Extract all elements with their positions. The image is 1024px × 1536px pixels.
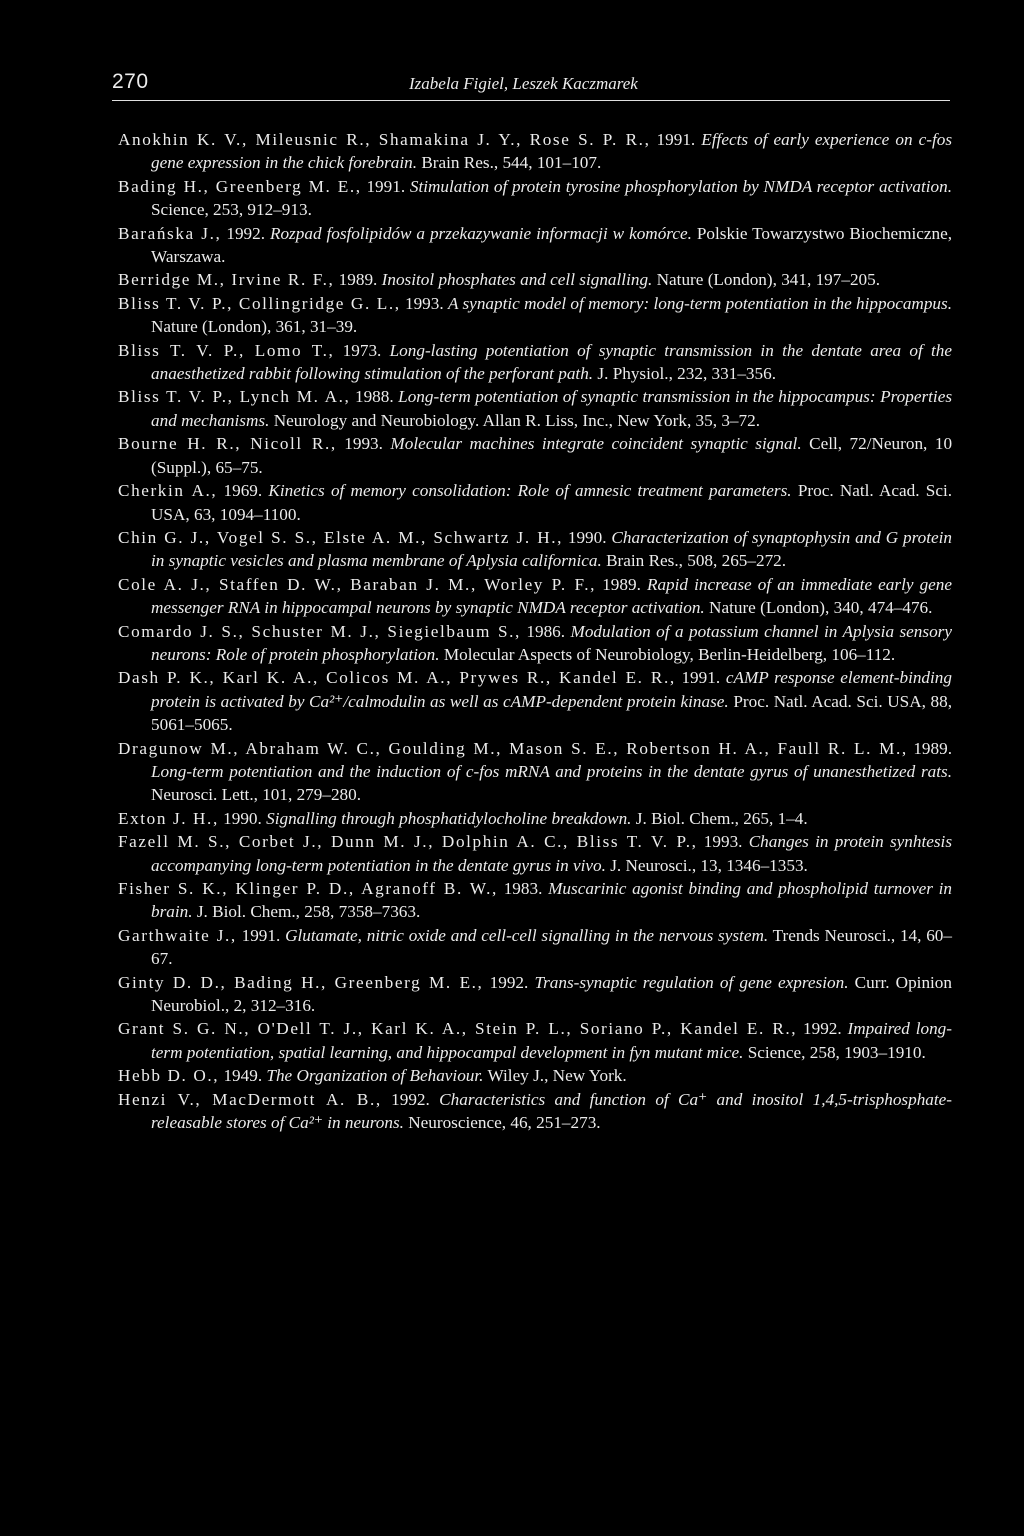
reference-source: Nature (London), 341, 197–205.	[656, 270, 881, 290]
reference-authors: Bourne H. R., Nicoll R.,	[118, 434, 337, 454]
reference-entry	[118, 1064, 952, 1087]
reference-entry	[118, 573, 952, 620]
reference-source: Nature (London), 361, 31–39.	[151, 317, 358, 337]
reference-year: 1989.	[602, 574, 641, 594]
reference-entry	[118, 128, 952, 175]
reference-entry	[118, 175, 952, 222]
reference-authors: Chin G. J., Vogel S. S., Elste A. M., Schwartz J. H.,	[118, 527, 563, 547]
reference-year: 1988.	[354, 387, 394, 407]
reference-year: 1992.	[803, 1019, 842, 1039]
reference-authors: Barańska J.,	[118, 223, 222, 243]
reference-entry	[118, 339, 952, 386]
reference-title: Inositol phosphates and cell signalling.	[381, 270, 653, 290]
reference-entry	[118, 479, 952, 526]
reference-title: Long-term potentiation of synaptic transmission in the hippocampus: Properties and mechanisms.	[151, 387, 953, 430]
reference-title: cAMP response element-binding protein is activated by Ca²⁺/calmodulin as well as cAMP-dependent protein kinase.	[151, 668, 952, 711]
reference-entry	[118, 432, 952, 479]
reference-year: 1990.	[223, 808, 262, 828]
reference-year: 1973.	[342, 340, 382, 360]
reference-authors: Henzi V., MacDermott A. B.,	[118, 1089, 382, 1109]
reference-year: 1986.	[526, 621, 566, 641]
reference-year: 1991.	[241, 925, 281, 945]
page-number: 270	[112, 70, 149, 93]
reference-source: Science, 253, 912–913.	[151, 200, 312, 220]
reference-title: Trans-synaptic regulation of gene expresion.	[534, 972, 849, 992]
reference-year: 1991.	[656, 130, 696, 149]
reference-list	[118, 128, 952, 1134]
reference-entry	[118, 526, 952, 573]
reference-authors: Cole A. J., Staffen D. W., Baraban J. M., Worley P. F.,	[118, 574, 597, 594]
reference-year: 1993.	[404, 293, 444, 313]
reference-entry	[118, 1088, 952, 1135]
reference-authors: Berridge M., Irvine R. F.,	[118, 270, 335, 290]
reference-entry	[118, 268, 952, 291]
reference-entry	[118, 877, 952, 924]
reference-title: Glutamate, nitric oxide and cell-cell signalling in the nervous system.	[285, 925, 769, 945]
reference-title: Impaired long-term potentiation, spatial learning, and hippocampal development in fyn mutant mice.	[151, 1019, 952, 1062]
reference-entry	[118, 830, 952, 877]
reference-year: 1949.	[223, 1066, 263, 1086]
reference-title: Signalling through phosphatidylocholine breakdown.	[266, 808, 632, 828]
reference-source: Cell, 72/Neuron, 10 (Suppl.), 65–75.	[151, 434, 953, 477]
reference-authors: Fisher S. K., Klinger P. D., Agranoff B. W.,	[118, 879, 498, 898]
reference-entry	[118, 666, 952, 736]
reference-title: Stimulation of protein tyrosine phosphorylation by NMDA receptor activation.	[409, 176, 953, 196]
reference-title: Long-lasting potentiation of synaptic transmission in the dentate area of the anaesthetized rabbit following stimulation of the perforant path.	[151, 340, 952, 384]
reference-authors: Hebb D. O.,	[118, 1066, 220, 1086]
running-head: Izabela Figiel, Leszek Kaczmarek	[409, 74, 638, 93]
reference-authors: Bliss T. V. P., Collingridge G. L.,	[118, 293, 401, 313]
reference-authors: Bading H., Greenberg M. E.,	[118, 176, 362, 196]
reference-entry	[118, 222, 952, 269]
reference-year: 1991.	[366, 176, 406, 196]
reference-source: Neurosci. Lett., 101, 279–280.	[151, 785, 362, 805]
reference-source: Wiley J., New York.	[487, 1066, 627, 1086]
reference-title: Molecular machines integrate coincident synaptic signal.	[390, 434, 802, 454]
reference-authors: Dragunow M., Abraham W. C., Goulding M., Mason S. E., Robertson H. A., Faull R. L. M.,	[118, 738, 908, 758]
reference-source: Proc. Natl. Acad. Sci. USA, 63, 1094–1100.	[151, 481, 953, 524]
reference-authors: Bliss T. V. P., Lynch M. A.,	[118, 387, 351, 407]
reference-authors: Grant S. G. N., O'Dell T. J., Karl K. A., Stein P. L., Soriano P., Kandel E. R.,	[118, 1019, 798, 1039]
reference-authors: Ginty D. D., Bading H., Greenberg M. E.,	[118, 972, 484, 992]
reference-authors: Bliss T. V. P., Lomo T.,	[118, 340, 335, 360]
reference-source: J. Physiol., 232, 331–356.	[597, 364, 776, 384]
reference-title: Characterization of synaptophysin and G protein in synaptic vesicles and plasma membrane of Aplysia californica.	[151, 527, 953, 571]
reference-title: The Organization of Behaviour.	[266, 1066, 484, 1086]
reference-year: 1992.	[226, 223, 266, 243]
reference-source: J. Biol. Chem., 265, 1–4.	[635, 808, 808, 828]
reference-source: Brain Res., 544, 101–107.	[421, 153, 602, 173]
reference-entry	[118, 924, 952, 971]
reference-authors: Anokhin K. V., Mileusnic R., Shamakina J. Y., Rose S. P. R.,	[118, 130, 651, 149]
reference-entry	[118, 620, 952, 667]
reference-source: Neurology and Neurobiology. Allan R. Liss, Inc., New York, 35, 3–72.	[273, 410, 761, 430]
page-header	[112, 70, 950, 101]
reference-title: Effects of early experience on c-fos gene expression in the chick forebrain.	[151, 130, 953, 173]
reference-entry	[118, 385, 952, 432]
reference-source: Neuroscience, 46, 251–273.	[408, 1113, 601, 1133]
reference-authors: Cherkin A.,	[118, 481, 218, 501]
reference-year: 1989.	[913, 738, 952, 758]
reference-title: Rozpad fosfolipidów a przekazywanie informacji w komórce.	[269, 223, 692, 243]
reference-year: 1990.	[567, 527, 607, 547]
reference-title: Rapid increase of an immediate early gene messenger RNA in hippocampal neurons by synaptic NMDA receptor activation.	[151, 574, 953, 618]
reference-year: 1991.	[681, 668, 721, 688]
reference-year: 1993.	[344, 434, 383, 454]
reference-year: 1969.	[223, 481, 263, 501]
reference-year: 1983.	[503, 879, 543, 898]
reference-year: 1992.	[489, 972, 529, 992]
reference-source: Science, 258, 1903–1910.	[747, 1042, 926, 1062]
reference-title: Muscarinic agonist binding and phospholipid turnover in brain.	[151, 879, 952, 922]
reference-entry	[118, 971, 952, 1018]
reference-source: J. Neurosci., 13, 1346–1353.	[610, 855, 808, 875]
reference-authors: Fazell M. S., Corbet J., Dunn M. J., Dolphin A. C., Bliss T. V. P.,	[118, 832, 698, 852]
reference-source: Molecular Aspects of Neurobiology, Berlin-Heidelberg, 106–112.	[443, 644, 896, 664]
reference-authors: Garthwaite J.,	[118, 925, 237, 945]
reference-title: Changes in protein synhtesis accompanying long-term potentiation in the dentate gyrus in vivo.	[151, 832, 953, 875]
reference-source: Nature (London), 340, 474–476.	[709, 598, 933, 618]
reference-entry	[118, 292, 952, 339]
reference-source: Trends Neurosci., 14, 60–67.	[151, 925, 952, 969]
reference-title: Characteristics and function of Ca⁺ and inositol 1,4,5-trisphosphate-releasable stores of Ca²⁺ in neurons.	[151, 1089, 953, 1133]
reference-year: 1992.	[391, 1089, 430, 1109]
reference-year: 1993.	[703, 832, 743, 852]
reference-year: 1989.	[338, 270, 378, 290]
reference-authors: Comardo J. S., Schuster M. J., Siegielbaum S.,	[118, 621, 521, 641]
reference-authors: Exton J. H.,	[118, 808, 219, 828]
reference-title: Long-term potentiation and the induction of c-fos mRNA and proteins in the dentate gyrus of unanesthetized rats.	[151, 761, 952, 781]
reference-source: J. Biol. Chem., 258, 7358–7363.	[196, 902, 421, 922]
reference-title: A synaptic model of memory: long-term potentiation in the hippocampus.	[447, 293, 952, 313]
reference-entry	[118, 807, 952, 830]
reference-entry	[118, 737, 952, 807]
reference-authors: Dash P. K., Karl K. A., Colicos M. A., Prywes R., Kandel E. R.,	[118, 668, 676, 688]
reference-entry	[118, 1017, 952, 1064]
reference-source: Brain Res., 508, 265–272.	[606, 551, 787, 571]
reference-source: Polskie Towarzystwo Biochemiczne, Warszawa.	[151, 223, 953, 267]
reference-title: Kinetics of memory consolidation: Role of amnesic treatment parameters.	[268, 481, 792, 501]
reference-source: Curr. Opinion Neurobiol., 2, 312–316.	[151, 972, 952, 1016]
reference-source: Proc. Natl. Acad. Sci. USA, 88, 5061–5065.	[151, 691, 952, 735]
reference-title: Modulation of a potassium channel in Aplysia sensory neurons: Role of protein phosphorylation.	[151, 621, 953, 664]
